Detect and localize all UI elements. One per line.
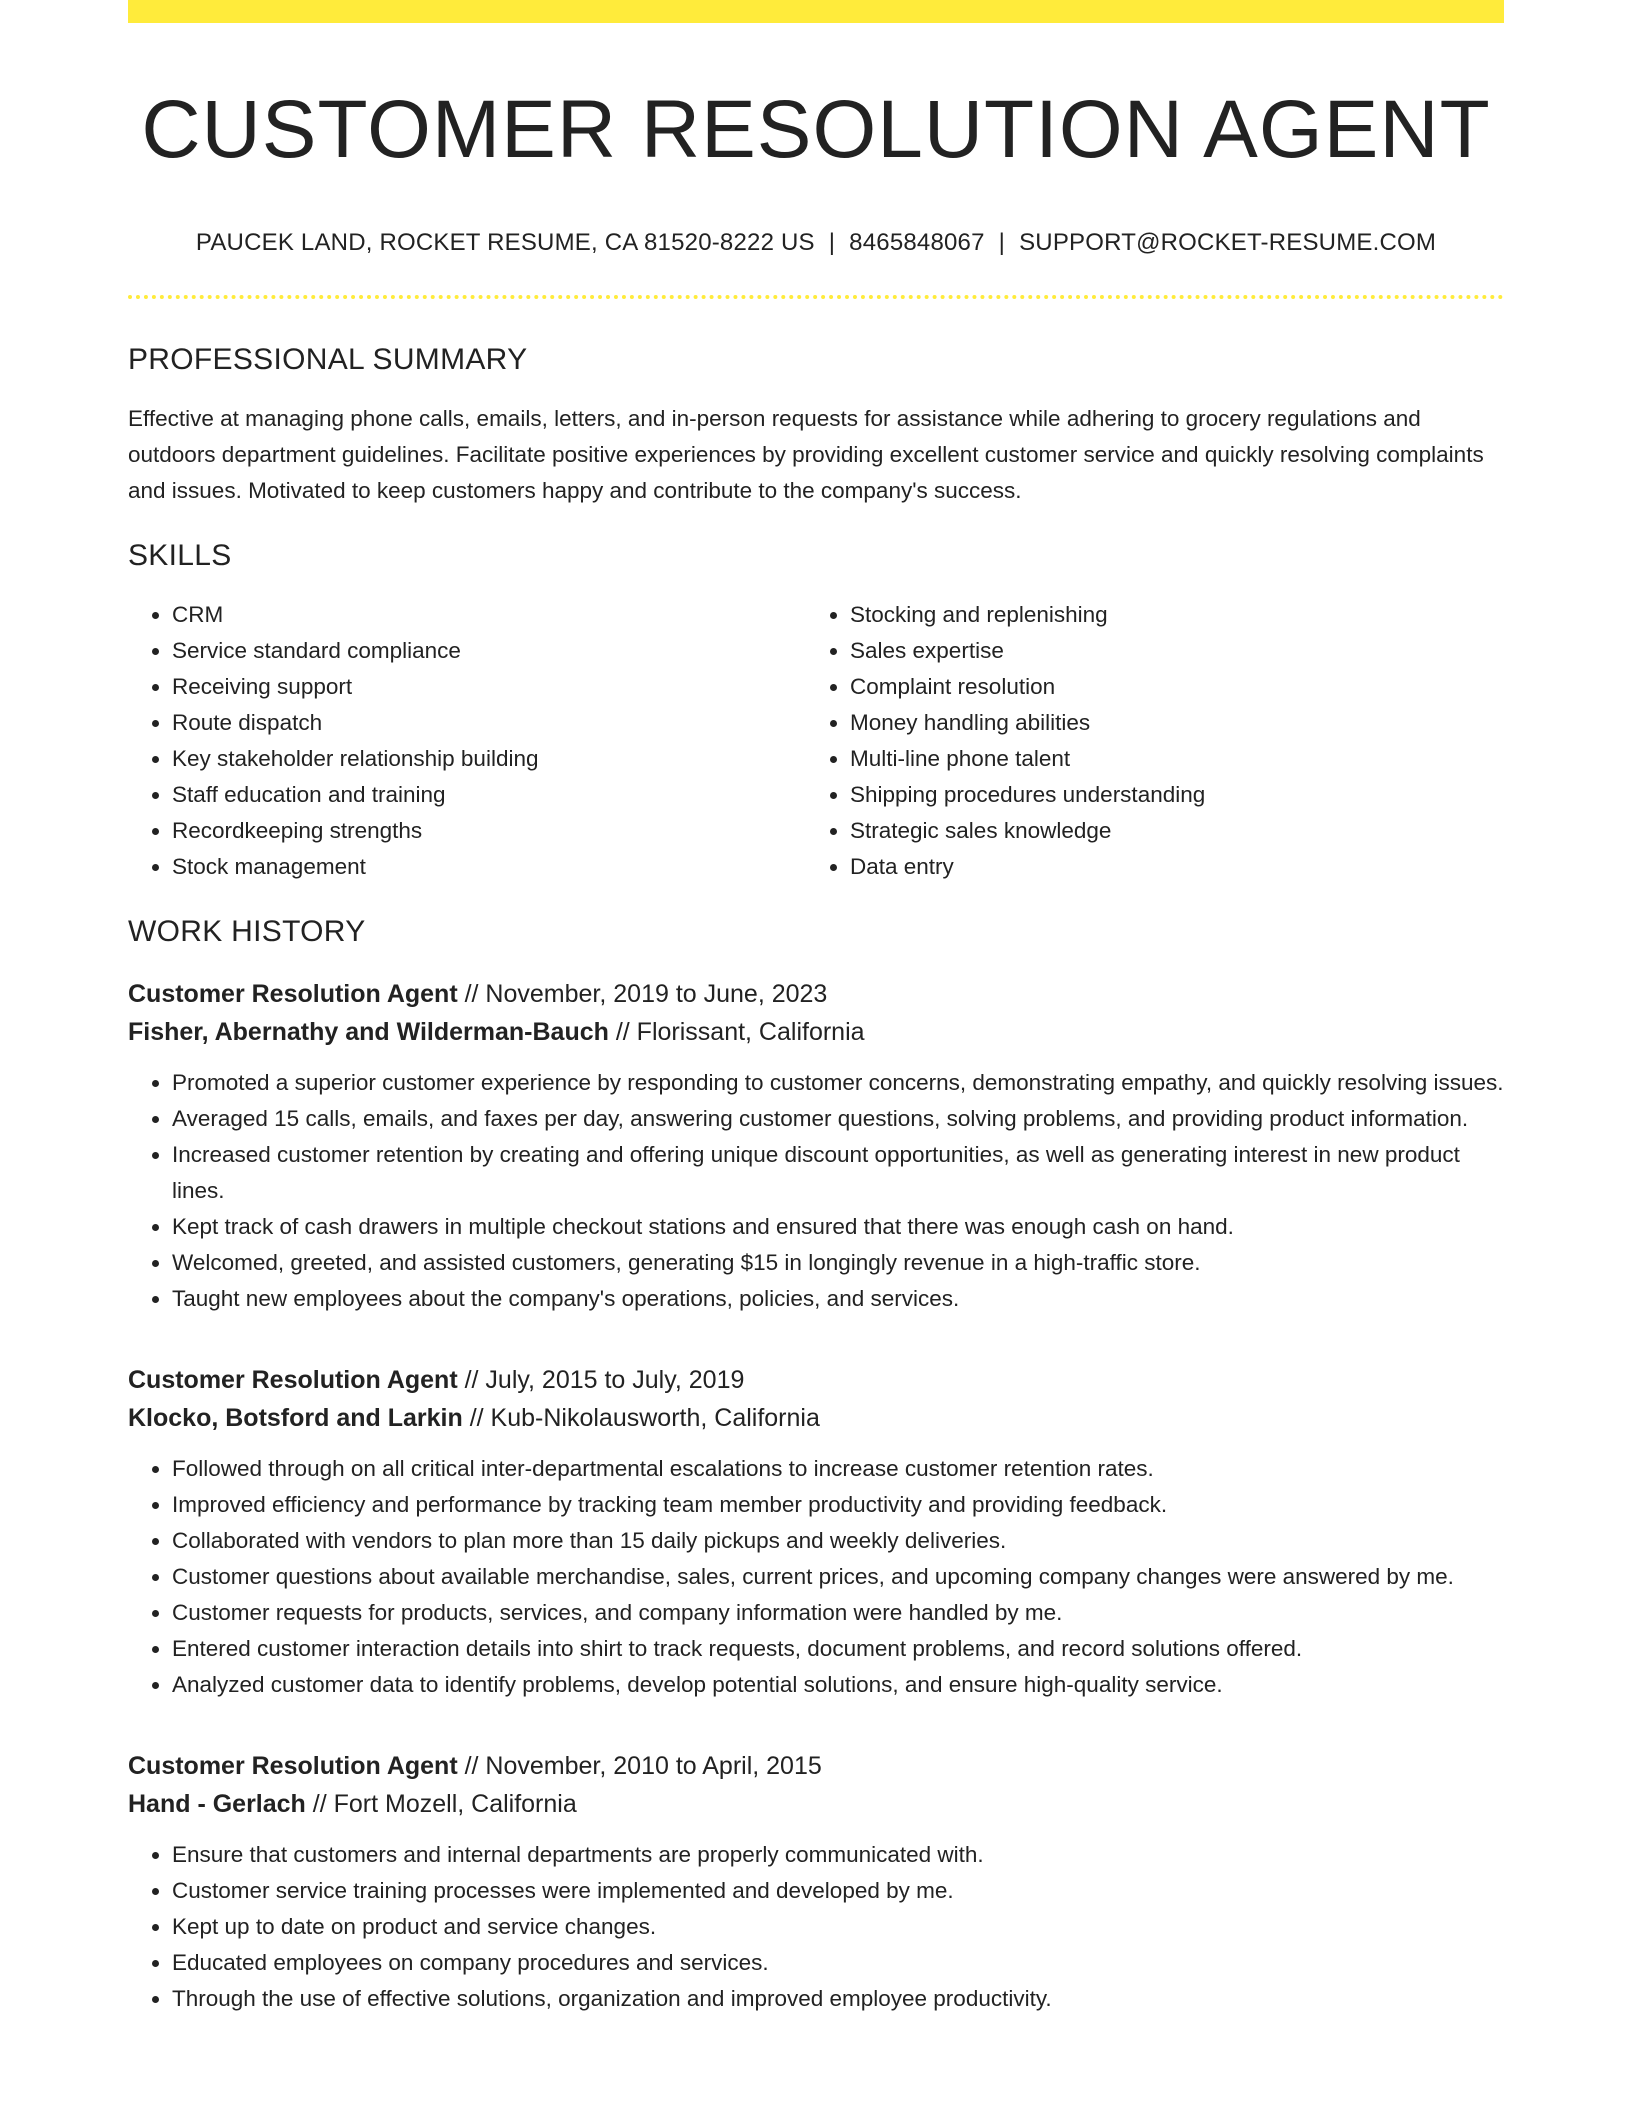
job-dates: // July, 2015 to July, 2019: [464, 1366, 745, 1395]
job-bullet: • Customer questions about available merchandise, sales, current prices, and upcoming company changes were answered by me.: [172, 1559, 1504, 1595]
job-role: Customer Resolution Agent: [128, 1366, 458, 1395]
skill-item: • Multi-line phone talent: [850, 741, 1484, 777]
job-location: // Kub-Nikolausworth, California: [469, 1404, 820, 1433]
job-company: Hand - Gerlach: [128, 1790, 306, 1819]
skill-item: • Shipping procedures understanding: [850, 777, 1484, 813]
summary-text: Effective at managing phone calls, emails, letters, and in-person requests for assistance while adhering to grocery regulations and outdoors department guidelines. Facilitate positive experiences by providing excellent customer service and quickly resolving complaints and issues. Motivated to keep customers happy and contribute to the company's success.: [128, 406, 1484, 504]
skills-list-left: [128, 597, 806, 885]
job-bullet: • Improved efficiency and performance by tracking team member productivity and providing feedback.: [172, 1487, 1504, 1523]
work-history-heading: WORK HISTORY: [128, 915, 366, 949]
job-bullet: • Promoted a superior customer experience by responding to customer concerns, demonstrating empathy, and quickly resolving issues.: [172, 1065, 1504, 1101]
skills-list-right: [806, 597, 1484, 885]
job-bullet: • Kept up to date on product and service changes.: [172, 1909, 1504, 1945]
skill-item: • Service standard compliance: [172, 633, 806, 669]
job-bullet: • Taught new employees about the company's operations, policies, and services.: [172, 1281, 1504, 1317]
skill-item: • Data entry: [850, 849, 1484, 885]
job-entry: [128, 1361, 1504, 1703]
job-company-line: [128, 1785, 1504, 1823]
summary-heading: PROFESSIONAL SUMMARY: [128, 343, 528, 377]
job-location: // Fort Mozell, California: [312, 1790, 577, 1819]
skills-heading: SKILLS: [128, 539, 232, 573]
job-bullet: • Followed through on all critical inter-departmental escalations to increase customer retention rates.: [172, 1451, 1504, 1487]
job-bullet: • Educated employees on company procedures and services.: [172, 1945, 1504, 1981]
job-bullet: • Analyzed customer data to identify problems, develop potential solutions, and ensure high-quality service.: [172, 1667, 1504, 1703]
skill-item: • Money handling abilities: [850, 705, 1484, 741]
job-bullet: • Entered customer interaction details into shirt to track requests, document problems, and record solutions offered.: [172, 1631, 1504, 1667]
contact-separator: |: [828, 229, 836, 257]
job-role-line: [128, 1361, 1504, 1399]
contact-email: SUPPORT@ROCKET-RESUME.COM: [1019, 229, 1437, 257]
skill-item: • Stocking and replenishing: [850, 597, 1484, 633]
job-location: // Florissant, California: [615, 1018, 865, 1047]
skill-item: • Strategic sales knowledge: [850, 813, 1484, 849]
candidate-title: CUSTOMER RESOLUTION AGENT: [141, 84, 1491, 175]
skill-item: • Route dispatch: [172, 705, 806, 741]
job-bullets: [128, 1451, 1504, 1703]
job-role: Customer Resolution Agent: [128, 1752, 458, 1781]
job-entry: [128, 1747, 1504, 2017]
contact-phone: 8465848067: [849, 229, 985, 257]
job-bullet: • Increased customer retention by creating and offering unique discount opportunities, as well as generating interest in new product lines.: [172, 1137, 1504, 1209]
accent-top-bar: [128, 0, 1504, 23]
job-role-line: [128, 1747, 1504, 1785]
job-role: Customer Resolution Agent: [128, 980, 458, 1009]
job-bullet: • Welcomed, greeted, and assisted customers, generating $15 in longingly revenue in a high-traffic store.: [172, 1245, 1504, 1281]
skill-item: • CRM: [172, 597, 806, 633]
job-bullet: • Through the use of effective solutions, organization and improved employee productivity.: [172, 1981, 1504, 2017]
job-company: Klocko, Botsford and Larkin: [128, 1404, 463, 1433]
job-bullets: [128, 1065, 1504, 1317]
job-bullet: • Kept track of cash drawers in multiple checkout stations and ensured that there was enough cash on hand.: [172, 1209, 1504, 1245]
job-entry: [128, 975, 1504, 1317]
contact-address: PAUCEK LAND, ROCKET RESUME, CA 81520-8222 US: [195, 229, 815, 257]
job-dates: // November, 2019 to June, 2023: [464, 980, 828, 1009]
skill-item: • Staff education and training: [172, 777, 806, 813]
skill-item: • Key stakeholder relationship building: [172, 741, 806, 777]
job-company: Fisher, Abernathy and Wilderman-Bauch: [128, 1018, 609, 1047]
job-bullet: • Averaged 15 calls, emails, and faxes per day, answering customer questions, solving problems, and providing product information.: [172, 1101, 1504, 1137]
contact-line: [128, 229, 1504, 257]
skill-item: • Sales expertise: [850, 633, 1484, 669]
job-bullets: [128, 1837, 1504, 2017]
job-bullet: • Customer service training processes were implemented and developed by me.: [172, 1873, 1504, 1909]
skill-item: • Stock management: [172, 849, 806, 885]
skill-item: • Complaint resolution: [850, 669, 1484, 705]
job-bullet: • Collaborated with vendors to plan more than 15 daily pickups and weekly deliveries.: [172, 1523, 1504, 1559]
skill-item: • Recordkeeping strengths: [172, 813, 806, 849]
job-bullet: • Customer requests for products, services, and company information were handled by me.: [172, 1595, 1504, 1631]
skills-grid: [128, 597, 1504, 885]
resume-page: [128, 0, 1504, 2017]
skill-item: • Receiving support: [172, 669, 806, 705]
job-role-line: [128, 975, 1504, 1013]
job-dates: // November, 2010 to April, 2015: [464, 1752, 822, 1781]
job-company-line: [128, 1399, 1504, 1437]
contact-separator: |: [998, 229, 1006, 257]
dotted-divider: [128, 295, 1504, 299]
job-bullet: • Ensure that customers and internal departments are properly communicated with.: [172, 1837, 1504, 1873]
job-company-line: [128, 1013, 1504, 1051]
